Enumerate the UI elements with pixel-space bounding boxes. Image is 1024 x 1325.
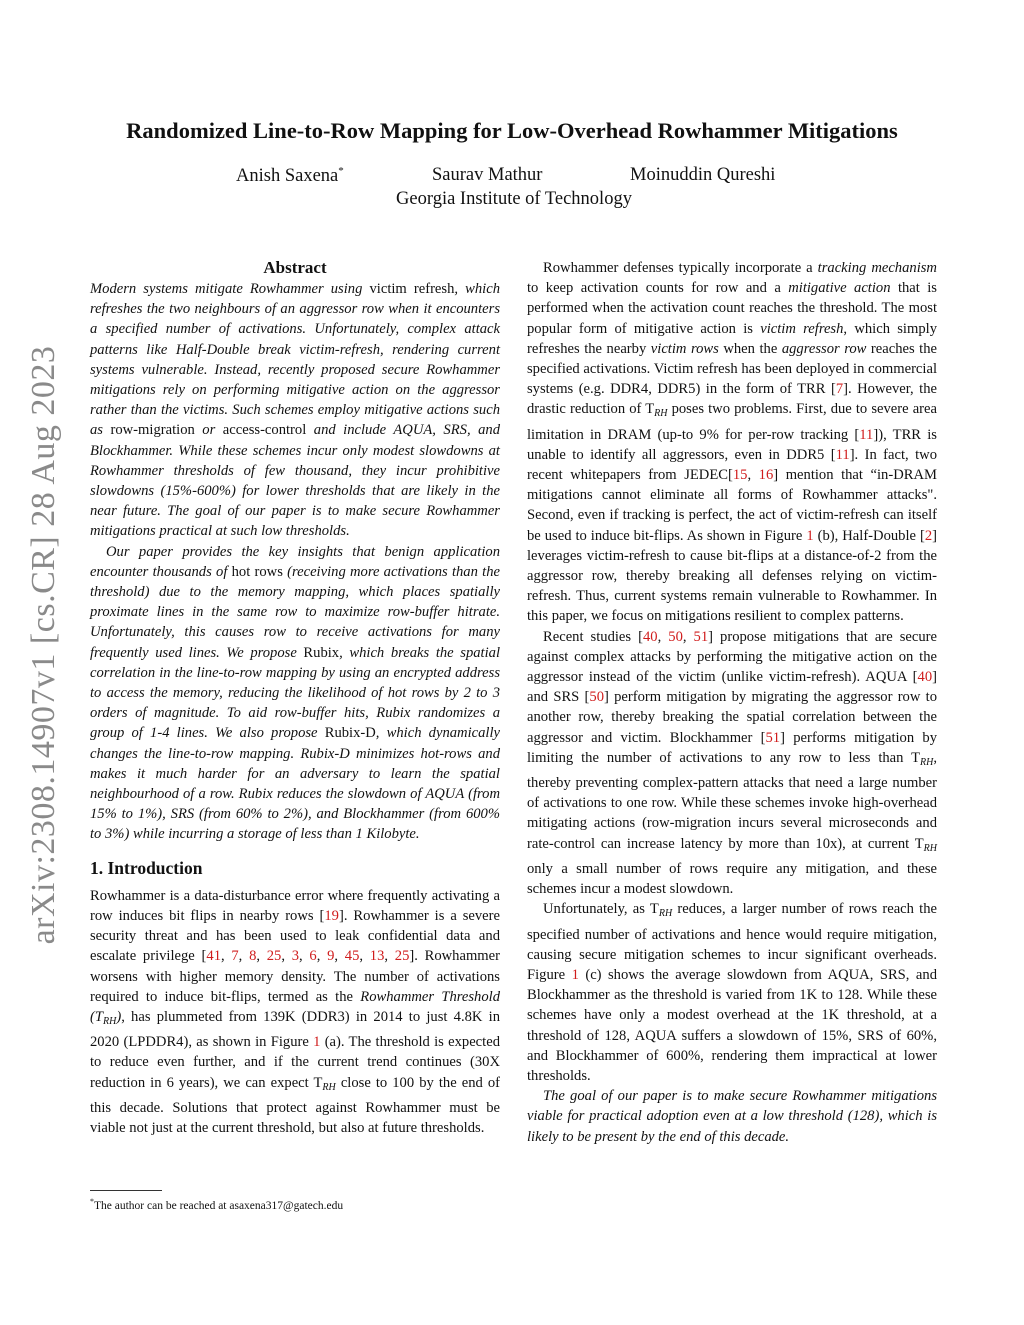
body-paragraph-4: The goal of our paper is to make secure Rowhammer mitigations viable for practical adoption even at a low threshold (128), which is likely to be present by the end of this decade. xyxy=(527,1088,937,1145)
paper-title: Randomized Line-to-Row Mapping for Low-Overhead Rowhammer Mitigations xyxy=(126,118,898,143)
citation-link[interactable]: 6 xyxy=(309,948,317,965)
citation-link[interactable]: 16 xyxy=(758,467,774,484)
citation-link[interactable]: 11 xyxy=(835,446,850,463)
footnote-text xyxy=(90,1197,500,1212)
citation-link[interactable]: 41 xyxy=(206,948,221,965)
citation-link[interactable]: 8 xyxy=(249,948,257,965)
body-paragraph-1: Rowhammer defenses typically incorporate a tracking mechanism to keep activation counts for row and a mitigative action that is performed when the activation count reaches the threshold. The most popular form of mitigative action is victim refresh, which simply refreshes the nearby victim rows when the aggressor row reaches the specified activations. Victim refresh has been deployed in commercial systems (e.g. DDR4, DDR5) in the form of TRR [7]. However, the drastic reduction of $T_{RH}$ poses two problems. First, due to severe area limitation in DRAM (up-to 9% for per-row tracking [11]), TRR is unable to identify all aggressors, even in DDR5 [11]. In fact, two recent whitepapers from JEDEC[15, 16] mention that “in-DRAM mitigations cannot eliminate all forms of Rowhammer attacks". Second, even if tracking is perfect, the act of victim-refresh can itself be used to induce bit-flips. As shown in Figure 1 (b), Half-Double [2] leverages victim-refresh to cause bit-flips at a distance-of-2 from the aggressor row, thereby breaking all defenses relying on victim-refresh. Thus, current systems remain vulnerable to Rowhammer. In this paper, we focus on mitigations resilient to complex patterns. xyxy=(527,260,938,625)
citation-link[interactable]: 19 xyxy=(324,907,339,924)
citation-link[interactable]: 7 xyxy=(835,381,844,398)
citation-link[interactable]: 50 xyxy=(589,689,604,706)
citation-link[interactable]: 15 xyxy=(732,467,748,484)
author-2: Saurav Mathur xyxy=(432,165,543,185)
figure-link[interactable]: 1 xyxy=(313,1034,321,1051)
figure-link[interactable]: 1 xyxy=(571,966,579,983)
author-list xyxy=(200,165,820,189)
citation-link[interactable]: 9 xyxy=(327,948,335,965)
abstract-section xyxy=(90,258,500,845)
figure-link[interactable]: 1 xyxy=(806,527,814,544)
footnote xyxy=(90,1190,500,1212)
citation-link[interactable]: 50 xyxy=(668,628,683,645)
intro-paragraph-1: Rowhammer is a data-disturbance error where frequently activating a row induces bit flips in nearby rows [19]. Rowhammer is a severe security threat and has been used to leak confidential data and escalate privilege [41, 7, 8, 25, 3, 6, 9, 45, 13, 25]. Rowhammer worsens with higher memory density. The number of activations required to induce bit-flips, termed as the Rowhammer Threshold $(T_{RH})$, has plummeted from 139K (DDR3) in 2014 to just 4.8K in 2020 (LPDDR4), as shown in Figure 1 (a). The threshold is expected to reduce even further, and if the current trend continues (30X reduction in 6 years), we can expect $T_{RH}$ close to 100 by the end of this decade. Solutions that protect against Rowhammer must be viable not just at the current threshold, but also at future thresholds. xyxy=(90,887,500,1136)
citation-link[interactable]: 51 xyxy=(693,628,709,645)
abstract-paragraph-1: Modern systems mitigate Rowhammer using victim refresh, which refreshes the two neighbours of an aggressor row when it encounters a specified number of activations. Unfortunately, complex attack patterns like Half-Double break victim-refresh, rendering current systems vulnerable. Instead, recently proposed secure Rowhammer mitigations rely on performing mitigative action on the aggressor rather than the victims. Such schemes employ mitigative actions such as row-migration or access-control and include AQUA, SRS, and Blockhammer. While these schemes incur only modest slowdowns at Rowhammer thresholds of few thousand, they incur prohibitive slowdowns (15%-600%) for lower thresholds that are likely in the near future. The goal of our paper is to make secure Rowhammer mitigations practical at such low thresholds. xyxy=(90,281,500,540)
citation-link[interactable]: 11 xyxy=(859,426,874,443)
affiliation: Georgia Institute of Technology xyxy=(396,189,632,209)
abstract-heading: Abstract xyxy=(263,258,327,277)
body-paragraph-3: Unfortunately, as $T_{RH}$ reduces, a larger number of rows reach the specified number of activations and hence would require mitigation, causing secure mitigation schemes to incur significant overheads. Figure 1 (c) shows the average slowdown from AQUA, SRS, and Blockhammer as the threshold is varied from 1K to 128. While these schemes have only a modest overhead at the 1K threshold, at a threshold of 128, AQUA suffers a slowdown of 15%, SRS of 60%, and Blockhammer of 600%, rendering them impractical at lower thresholds. xyxy=(527,901,938,1084)
footnote-rule xyxy=(90,1190,162,1191)
section-heading-introduction: 1. Introduction xyxy=(90,857,203,878)
author-1-name: Anish Saxena xyxy=(236,166,339,187)
author-footnote-mark: * xyxy=(338,165,344,177)
arxiv-sidebar xyxy=(14,340,74,950)
arxiv-identifier: arXiv:2308.14907v1 [cs.CR] 28 Aug 2023 xyxy=(25,345,62,945)
footnote-mark: * xyxy=(90,1197,94,1206)
citation-link[interactable]: 25 xyxy=(266,948,282,965)
body-paragraph-2: Recent studies [40, 50, 51] propose mitigations that are secure against complex attacks by performing the mitigative action on the aggressor instead of the victim (unlike victim-refresh). AQUA [40] and SRS [50] perform mitigation by migrating the aggressor row to another row, thereby breaking the spatial correlation between the aggressor and victim. Blockhammer [51] performs mitigation by limiting the number of activations to any row to less than $T_{RH}$, thereby preventing complex-pattern attacks that need a large number of activations to one row. While these schemes invoke high-overhead mitigating actions (row-migration incurs several microseconds and rate-control can increase latency by more than 10x), at current $T_{RH}$ only a small number of rows require any mitigation, and these schemes incur a modest slowdown. xyxy=(527,628,938,898)
citation-link[interactable]: 40 xyxy=(642,628,658,645)
right-column xyxy=(527,258,937,1147)
author-3: Moinuddin Qureshi xyxy=(630,165,776,185)
citation-link[interactable]: 25 xyxy=(394,948,410,965)
author-1 xyxy=(236,165,344,187)
left-column xyxy=(90,258,500,1138)
citation-link[interactable]: 2 xyxy=(924,527,933,544)
citation-link[interactable]: 3 xyxy=(291,948,300,965)
citation-link[interactable]: 45 xyxy=(344,948,360,965)
citation-link[interactable]: 51 xyxy=(765,729,781,746)
citation-link[interactable]: 7 xyxy=(231,948,239,965)
citation-link[interactable]: 40 xyxy=(917,669,933,686)
abstract-paragraph-2: Our paper provides the key insights that benign application encounter thousands of hot rows (receiving more activations than the threshold) due to the memory mapping, which places spatially proximate lines in the same row to maximize row-buffer hitrate. Unfortunately, this causes row to receive activations for many frequently used lines. We propose Rubix, which breaks the spatial correlation in the line-to-row mapping by using an encrypted address to access the memory, reducing the likelihood of hot rows by 2 to 3 orders of magnitude. To aid row-buffer hits, Rubix randomizes a group of 1-4 lines. We also propose Rubix-D, which dynamically changes the line-to-row mapping. Rubix-D minimizes hot-rows and makes it much harder for an adversary to learn the spatial neighbourhood of a row. Rubix reduces the slowdown of AQUA (from 15% to 1%), SRS (from 60% to 2%), and Blockhammer (from 600% to 3%) while incurring a storage of less than 1 Kilobyte. xyxy=(90,543,500,843)
citation-link[interactable]: 13 xyxy=(369,948,385,965)
footnote-body: The author can be reached at asaxena317@gatech.edu xyxy=(94,1199,344,1212)
